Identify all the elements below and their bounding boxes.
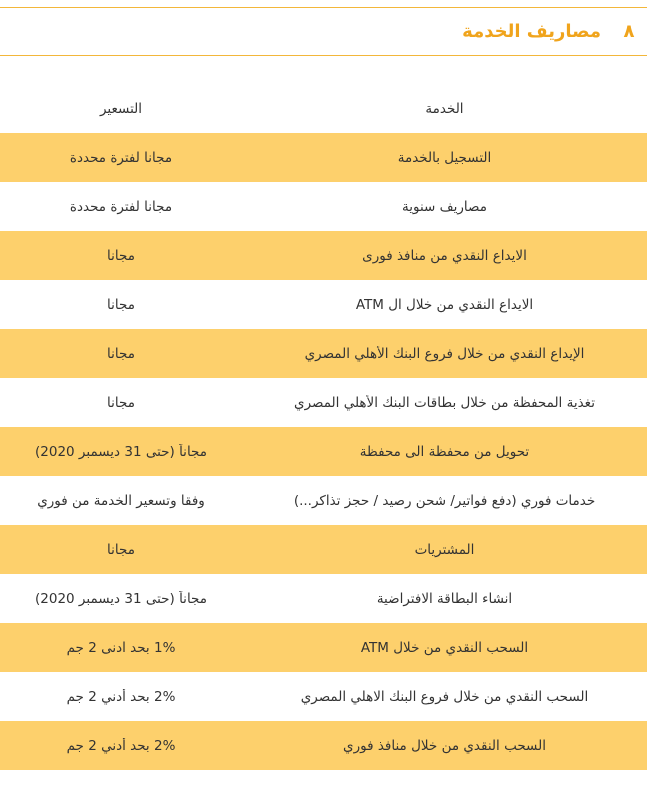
price-cell: مجانا لفترة محددة — [69, 149, 173, 166]
table-row — [0, 280, 647, 329]
service-cell: السحب النقدي من خلال فروع البنك الاهلي المصري — [300, 688, 589, 705]
service-cell: انشاء البطاقة الافتراضية — [376, 590, 513, 607]
service-cell: تحويل من محفظة الى محفظة — [359, 443, 530, 460]
service-cell: المشتريات — [414, 541, 475, 558]
service-cell: الايداع النقدي من منافذ فورى — [362, 247, 527, 264]
table-row — [0, 476, 647, 525]
service-cell: مصاريف سنوية — [402, 198, 487, 215]
price-cell: 2% بحد أدني 2 جم — [66, 737, 176, 754]
price-cell: مجاناً (حتى 31 ديسمبر 2020) — [34, 590, 207, 607]
table-row — [0, 329, 647, 378]
header-service: الخدمة — [425, 100, 464, 117]
service-cell: الإيداع النقدي من خلال فروع البنك الأهلي المصري — [304, 345, 585, 362]
price-cell: مجاناً (حتى 31 ديسمبر 2020) — [34, 443, 207, 460]
service-cell: الايداع النقدي من خلال ال ATM — [355, 296, 534, 313]
table-row — [0, 672, 647, 721]
service-cell: السحب النقدي من خلال ATM — [360, 639, 529, 656]
table-row — [0, 231, 647, 280]
section-title: مصاريف الخدمة — [462, 21, 601, 42]
service-cell: خدمات فوري (دفع فواتير/ شحن رصيد / حجز تذاكر...) — [293, 492, 596, 509]
table-row — [0, 574, 647, 623]
table-row — [0, 623, 647, 672]
table-row — [0, 182, 647, 231]
table-header-row — [0, 84, 647, 133]
price-cell: 2% بحد أدني 2 جم — [66, 688, 176, 705]
service-cell: السحب النقدي من خلال منافذ فوري — [343, 737, 546, 754]
price-cell: مجانا — [107, 345, 135, 362]
fees-table — [0, 84, 647, 770]
price-cell: مجانا — [107, 296, 135, 313]
price-cell: وفقا وتسعير الخدمة من فوري — [37, 492, 205, 509]
price-cell: مجانا — [107, 541, 135, 558]
header-price: التسعير — [99, 100, 143, 117]
table-row — [0, 133, 647, 182]
service-cell: التسجيل بالخدمة — [397, 149, 492, 166]
price-cell: مجانا — [107, 394, 135, 411]
table-row — [0, 721, 647, 770]
section-number: ٨ — [623, 21, 635, 42]
price-cell: مجانا — [107, 247, 135, 264]
table-row — [0, 525, 647, 574]
table-row — [0, 378, 647, 427]
price-cell: 1% بحد ادنى 2 جم — [66, 639, 176, 656]
service-cell: تغذية المحفظة من خلال بطاقات البنك الأهلي المصري — [294, 394, 595, 411]
price-cell: مجانا لفترة محددة — [69, 198, 173, 215]
section-header — [0, 7, 647, 56]
table-row — [0, 427, 647, 476]
